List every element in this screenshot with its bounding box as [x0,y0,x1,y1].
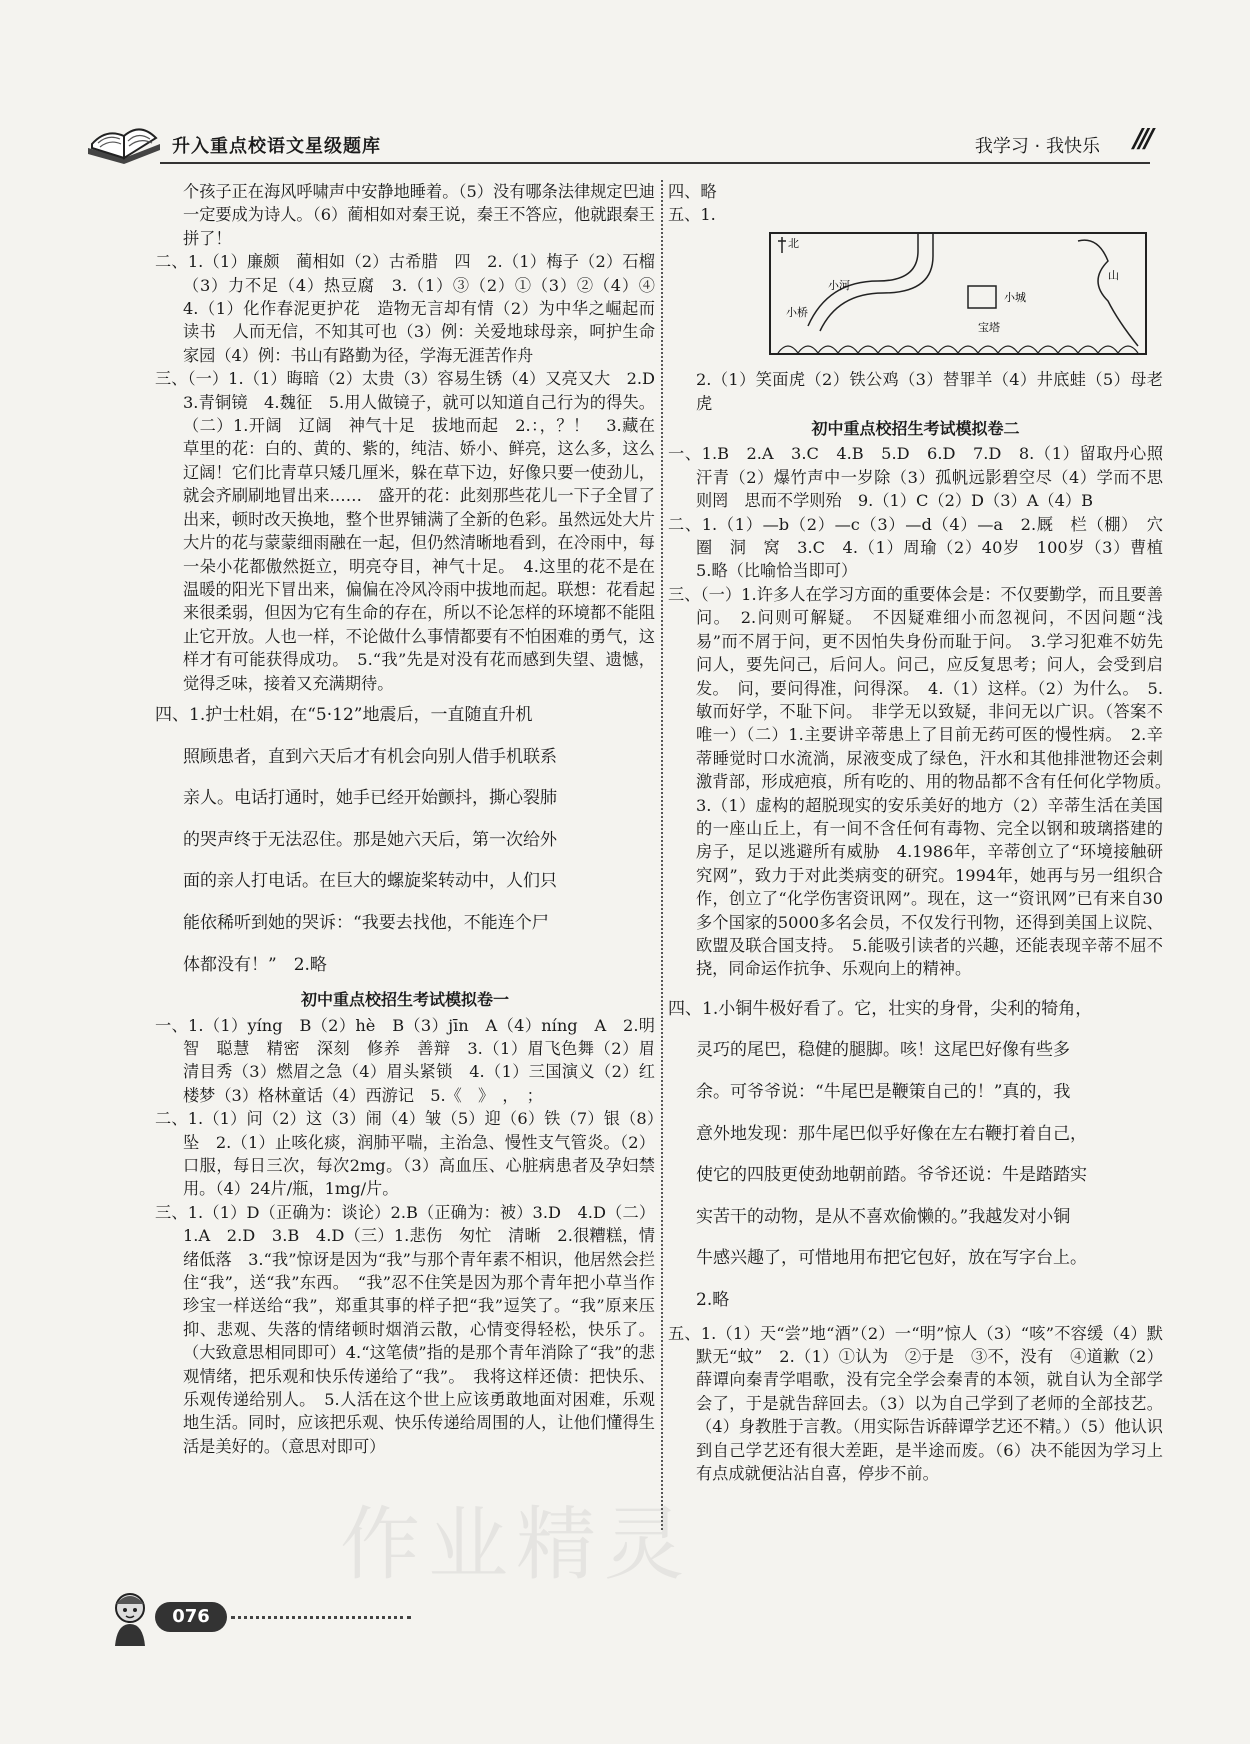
passage-line: 面的亲人打电话。在巨大的螺旋桨转动中，人们只 [183,871,557,892]
answer-block: 二、1.（1）问（2）这（3）闹（4）皱（5）迎（6）铁（7）银（8）坠 2.（1）止咳化痰，润肺平喘，主治急、慢性支气管炎。（2）口服，每日三次，每次2mg。（3）高血压、心脏病患者及孕妇禁用。（4）24片/瓶，1mg/片。 [155,1109,655,1199]
book-title: 升入重点校语文星级题库 [172,136,381,157]
answer-block: 二、1.（1）—b（2）—c（3）—d（4）—a 2.厩 栏（棚） 穴 圈 洞 窝 3.C 4.（1）周瑜（2）40岁 100岁（3）曹植 5.略（比喻恰当即可） [668,514,1180,581]
passage-line: 余。可爷爷说：“牛尾巴是鞭策自己的！”真的，我 [696,1081,1071,1102]
right-column [668,180,1180,1485]
passage-line: 2.略 [696,1289,730,1310]
map-label-north: 北 [788,236,799,250]
map-diagram [768,231,1148,356]
passage-line: 牛感兴趣了，可惜地用布把它包好，放在写字台上。 [696,1248,1087,1269]
passage-line: 的哭声终于无法忍住。那是她六天后，第一次给外 [183,829,557,850]
passage-line: 意外地发现：那牛尾巴似乎好像在左右鞭打着自己， [696,1123,1087,1144]
passage-line: 照顾患者，直到六天后才有机会向别人借手机联系 [183,746,557,767]
handwritten-correction-passage [668,989,1163,1322]
map-label-river: 小河 [828,278,850,292]
answer-block: 一、1.（1）yíng B（2）hè B（3）jīn A（4）níng A 2.明智 聪慧 精密 深刻 修养 善辩 3.（1）眉飞色舞（2）眉清目秀（3）燃眉之急（4）眉头紧锁 4.（1）三国演义（2）红楼梦（3）格林童话（4）西游记 5.《 》 ， ； [155,1015,655,1105]
header-slogan: 我学习 · 我快乐 [974,136,1100,157]
watermark: 作业精灵 [340,1498,692,1591]
map-label-town: 小城 [1004,290,1026,304]
passage-line: 亲人。电话打通时，她手已经开始颤抖，撕心裂肺 [183,788,557,809]
answer-block: 五、1.（1）天“尝”地“酒”（2）一“明”惊人（3）“咳”不容缓（4）默默无“蚊” 2.（1）①认为 ②于是 ③不，没有 ④道歉（2）薛谭向秦青学唱歌，没有完全学会秦青的本领，就自认为全部学会了，于是就告辞回去。（3）以为自己学到了老师的全部技艺。（4）身教胜于言教。（用实际告诉薛谭学艺还不精。）（5）他认识到自己学艺还有很大差距，是半途而废。（6）决不能因为学习上有点成就便沾沾自喜，停步不前。 [668,1323,1163,1483]
page-footer [105,1590,425,1650]
handwritten-correction-passage [155,695,655,986]
map-label-mountain: 山 [1108,268,1119,282]
map-label-bridge: 小桥 [786,305,808,319]
passage-line: 四、1.护士杜娟，在“5·12”地震后，一直随直升机 [155,704,533,725]
passage-line: 体都没有！” 2.略 [183,954,327,975]
map-label-pagoda: 宝塔 [978,320,1000,334]
passage-line: 灵巧的尾巴，稳健的腿脚。咳！这尾巴好像有些多 [696,1040,1070,1061]
exam-title: 初中重点校招生考试模拟卷一 [300,990,509,1010]
page-number: 076 [155,1602,227,1632]
answer-block: 三、1.（1）D（正确为：谈论）2.B（正确为：被）3.D 4.D（二）1.A 2.D 3.B 4.D（三）1.悲伤 匆忙 清晰 2.很糟糕，情绪低落 3.“我”惊讶是因为“我”与那个青年素不相识，他居然会拦住“我”，送“我”东西。 “我”忍不住笑是因为那个青年把小草当作珍宝一样送给“我”，郑重其事的样子把“我”逗笑了。“我”原来压抑、悲观、失落的情绪顿时烟消云散，心情变得轻松，快乐了。（大致意思相同即可）4.“这笔债”指的是那个青年消除了“我”的悲观情绪，把乐观和快乐传递给了“我”。 我将这样还债：把快乐、乐观传递给别人。 5.人活在这个世上应该勇敢地面对困难，乐观地生活。同时，应该把乐观、快乐传递给周围的人，让他们懂得生活是美好的。（意思对即可） [155,1202,656,1456]
header-rule [160,162,1150,164]
decorative-slashes: /// [1133,124,1150,154]
answer-block: 二、1.（1）廉颇 蔺相如（2）古希腊 四 2.（1）梅子（2）石榴（3）力不足（4）热豆腐 3.（1）③（2）①（3）②（4）④ 4.（1）化作春泥更护花 造物无言却有情（2）为中华之崛起而读书 人而无信，不知其可也（3）例：关爱地球母亲，呵护生命家园（4）例：书山有路勤为径，学海无涯苦作舟 [155,252,672,365]
cartoon-child-icon [105,1590,155,1648]
answer-block: 三、（一）1.（1）晦暗（2）太贵（3）容易生锈（4）又亮又大 2.D 3.青铜镜 4.魏征 5.用人做镜子，就可以知道自己行为的得失。（二）1.开阔 辽阔 神气十足 拔地而起 2.：，？！ 3.藏在草里的花：白的、黄的、紫的，纯洁、娇小、鲜亮，这么多，这么辽阔！它们比青草只矮几厘米，躲在草下边，好像只要一使劲儿，就会齐刷刷地冒出来…… 盛开的花：此刻那些花儿一下子全冒了出来，顿时改天换地，整个世界铺满了全新的色彩。虽然远处大片大片的花与蒙蒙细雨融在一起，但仍然清晰地看到，在冷雨中，每一朵小花都傲然挺立，明亮夺目，神气十足。 4.这里的花不是在温暖的阳光下冒出来，偏偏在冷风冷雨中拔地而起。联想：花看起来很柔弱，但因为它有生命的存在，所以不论怎样的环境都不能阻止它开放。人也一样，不论做什么事情都要有不怕困难的勇气，这样才有可能获得成功。 5.“我”先是对没有花而感到失望、遗憾，觉得乏味，接着又充满期待。 [155,369,672,693]
exam-title: 初中重点校招生考试模拟卷二 [811,419,1020,439]
left-column [155,180,672,1458]
page-header [90,118,1150,168]
footer-dotted-line [231,1616,411,1619]
answer-line: 2.（1）笑面虎（2）铁公鸡（3）替罪羊（4）井底蛙（5）母老虎 [696,370,1163,413]
answer-block: 三、（一）1.许多人在学习方面的重要体会是：不仅要勤学，而且要善问。 2.问则可解疑。 不因疑难细小而忽视问，不因问题“浅易”而不屑于问，更不因怕失身份而耻于问。 3.学习犯难不妨先问人，要先问己，后问人。问己，应反复思考；问人，会受到启发。 问，要问得准，问得深。 4.（1）这样。（2）为什么。 5.敏而好学，不耻下问。 非学无以致疑，非问无以广识。（答案不唯一）（二）1.主要讲辛蒂患上了目前无药可医的慢性病。 2.辛蒂睡觉时口水流淌，尿液变成了绿色，汗水和其他排泄物还会刺激背部，形成疤痕，所有吃的、用的物品都不含有任何化学物质。 3.（1）虚构的超脱现实的安乐美好的地方（2）辛蒂生活在美国的一座山丘上，有一间不含任何有毒物、完全以钢和玻璃搭建的房子，足以逃避所有威胁 4.1986年，辛蒂创立了“环境接触研究网”，致力于对此类病变的研究。1994年，她再与另一组织合作，创立了“化学伤害资讯网”。现在，这一“资讯网”已有来自30多个国家的5000多名会员，不仅发行刊物，还得到美国上议院、欧盟及联合国支持。 5.能吸引读者的兴趣，还能表现辛蒂不屈不挠，同命运作抗争、乐观向上的精神。 [668,584,1180,979]
answer-block: 一、1.B 2.A 3.C 4.B 5.D 6.D 7.D 8.（1）留取丹心照汗青（2）爆竹声中一岁除（3）孤帆远影碧空尽（4）学而不思则罔 思而不学则殆 9.（1）C（2）D（3）A（4）B [668,444,1163,511]
answer-block: 个孩子正在海风呼啸声中安静地睡着。（5）没有哪条法律规定巴迪一定要成为诗人。（6）蔺相如对秦王说，秦王不答应，他就跟秦王拼了！ [183,182,655,248]
passage-line: 四、1.小铜牛极好看了。它，壮实的身骨，尖利的犄角， [668,998,1093,1019]
answer-line: 五、1. [668,205,716,225]
open-book-icon [84,114,164,166]
passage-line: 能依稀听到她的哭诉：“我要去找他，不能连个尸 [183,912,549,933]
answer-line: 四、略 [668,182,717,201]
passage-line: 实苦干的动物，是从不喜欢偷懒的。”我越发对小铜 [696,1206,1071,1227]
passage-line: 使它的四肢更使劲地朝前踏。爷爷还说：牛是踏踏实 [696,1165,1087,1186]
